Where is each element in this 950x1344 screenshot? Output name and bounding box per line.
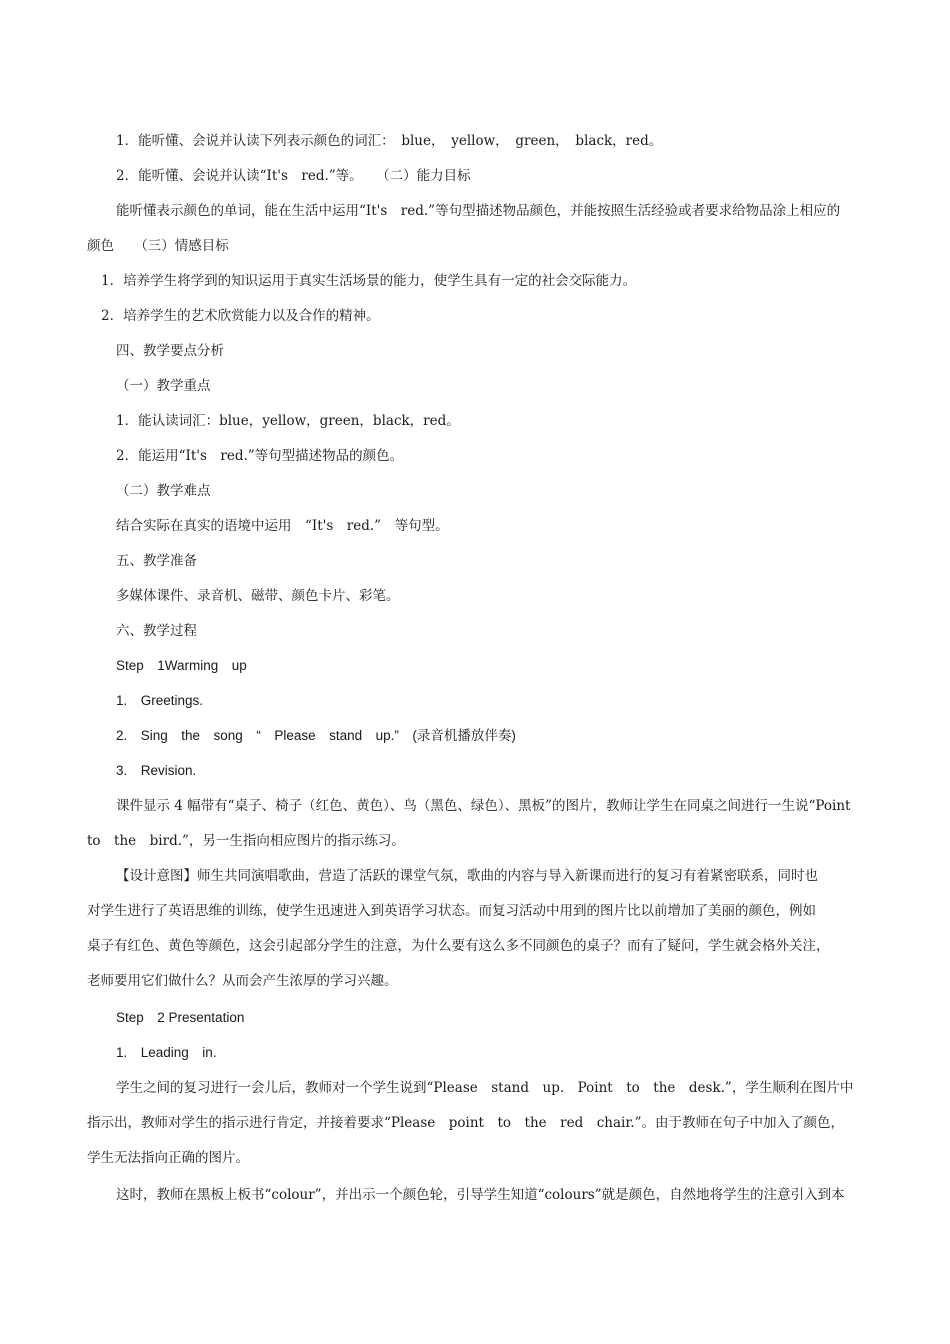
revision-text-2: to the bird.”，另一生指向相应图片的指示练习。	[87, 833, 405, 849]
leading-in-line-3: 学生无法指向正确的图片。	[87, 1150, 249, 1166]
step-1-heading: Step 1Warming up	[116, 658, 247, 673]
leading-in-line-1: 学生之间的复习进行一会儿后，教师对一个学生说到“Please stand up. Point to the desk.”，学生顺利在图片中	[116, 1080, 854, 1096]
leading-in-line-2: 指示出，教师对学生的指示进行肯定，并接着要求“Please point to the red chair.”。由于教师在句子中加入了颜色，	[87, 1115, 844, 1131]
key-point-1: 1．能认读词汇：blue，yellow，green，black，red。	[116, 413, 460, 429]
objective-line-1: 1．能听懂、会说并认读下列表示颜色的词汇： blue， yellow， green， black，red。	[116, 133, 663, 149]
design-intent-line-1: 【设计意图】师生共同演唱歌曲，营造了活跃的课堂气氛，歌曲的内容与导入新课而进行的复习有着紧密联系，同时也	[116, 868, 818, 884]
revision-text-1: 课件显示 4 幅带有“桌子、椅子（红色、黄色）、鸟（黑色、绿色）、黑板”的图片，教师让学生在同桌之间进行一生说“Point	[116, 798, 851, 814]
section-heading-4: 四、教学要点分析	[116, 343, 224, 359]
ability-objective-text: 能听懂表示颜色的单词，能在生活中运用“It's red.”等句型描述物品颜色，并能按照生活经验或者要求给物品涂上相应的	[116, 203, 841, 219]
design-intent-line-3: 桌子有红色、黄色等颜色，这会引起部分学生的注意，为什么要有这么多不同颜色的桌子？而有了疑问，学生就会格外关注，	[87, 938, 830, 954]
emotion-objective-1: 1．培养学生将学到的知识运用于真实生活场景的能力，使学生具有一定的社会交际能力。	[101, 273, 637, 289]
section-heading-5: 五、教学准备	[116, 553, 197, 569]
preparation-text: 多媒体课件、录音机、磁带、颜色卡片、彩笔。	[116, 588, 400, 604]
design-intent-line-4: 老师要用它们做什么？从而会产生浓厚的学习兴趣。	[87, 973, 398, 989]
design-intent-line-2: 对学生进行了英语思维的训练，使学生迅速进入到英语学习状态。而复习活动中用到的图片比以前增加了美丽的颜色，例如	[87, 903, 816, 919]
colour-wheel-line: 这时，教师在黑板上板书“colour”，并出示一个颜色轮，引导学生知道“colours”就是颜色，自然地将学生的注意引入到本	[116, 1187, 845, 1203]
step-1-item-1: 1. Greetings.	[116, 693, 204, 708]
emotion-objective-heading: 颜色 （三）情感目标	[87, 238, 229, 254]
section-heading-6: 六、教学过程	[116, 623, 197, 639]
difficulty-text: 结合实际在真实的语境中运用 “It's red.” 等句型。	[116, 518, 449, 534]
step-1-item-3: 3. Revision.	[116, 763, 197, 778]
key-point-2: 2．能运用“It's red.”等句型描述物品的颜色。	[116, 448, 404, 464]
emotion-objective-2: 2．培养学生的艺术欣赏能力以及合作的精神。	[101, 308, 380, 324]
key-points-heading: （一）教学重点	[116, 378, 211, 394]
step-1-item-2: 2. Sing the song “ Please stand up.” (录音机播放伴奏)	[116, 728, 516, 743]
step-2-heading: Step 2 Presentation	[116, 1010, 245, 1025]
step-2-item-1: 1. Leading in.	[116, 1045, 217, 1060]
objective-line-2: 2．能听懂、会说并认读“It's red.”等。 （二）能力目标	[116, 168, 471, 184]
difficulty-heading: （二）教学难点	[116, 483, 211, 499]
